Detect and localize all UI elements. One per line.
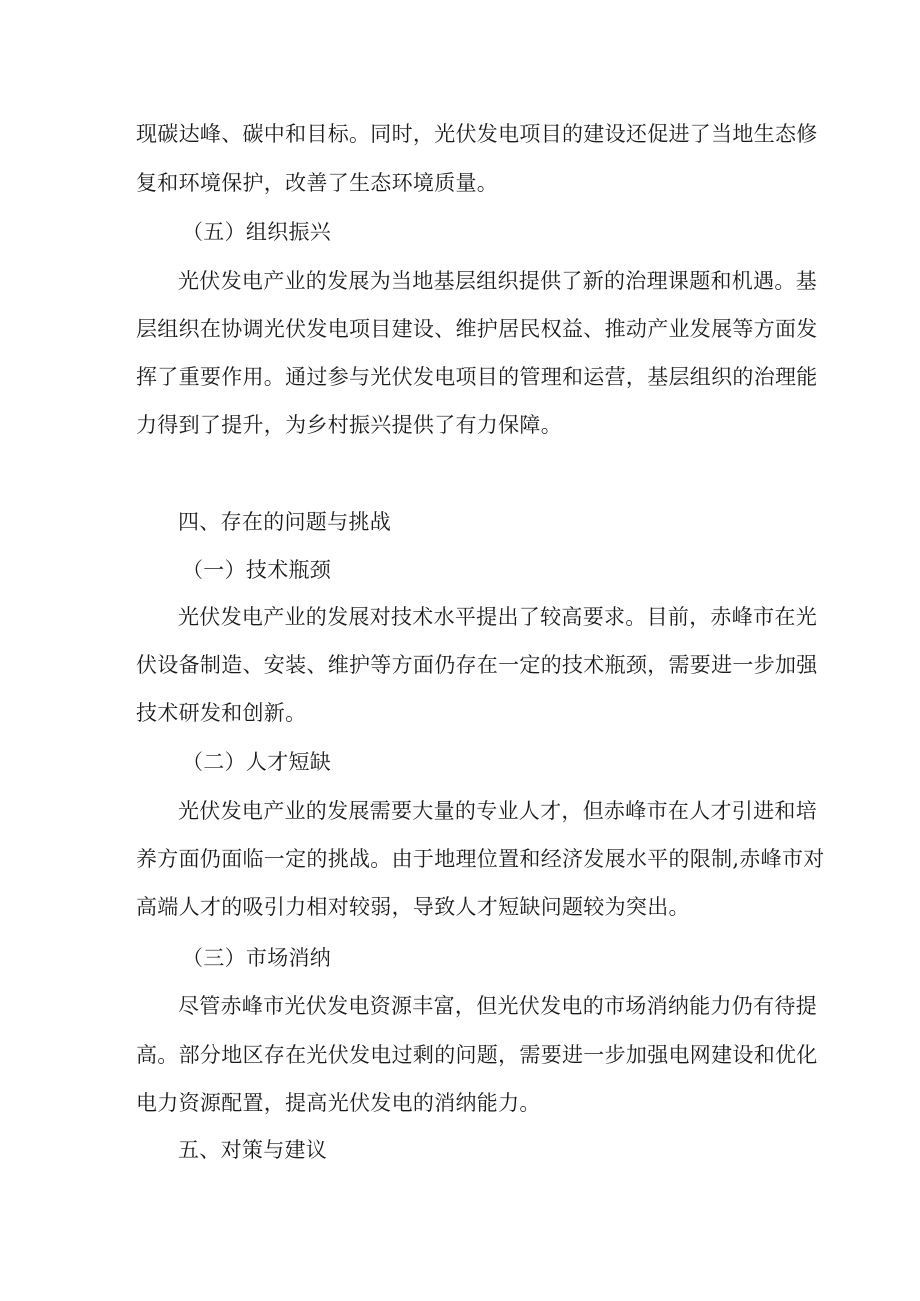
paragraph-line: 电力资源配置，提高光伏发电的消纳能力。 xyxy=(136,1091,541,1115)
paragraph-line: 光伏发电产业的发展为当地基层组织提供了新的治理课题和机遇。基 xyxy=(178,269,817,293)
paragraph-line: 高端人才的吸引力相对较弱，导致人才短缺问题较为突出。 xyxy=(136,895,690,919)
paragraph-line: 复和环境保护，改善了生态环境质量。 xyxy=(136,171,499,195)
paragraph-line: 力得到了提升，为乡村振兴提供了有力保障。 xyxy=(136,413,562,437)
paragraph-line: 技术研发和创新。 xyxy=(136,701,307,725)
paragraph-line: 养方面仍面临一定的挑战。由于地理位置和经济发展水平的限制,赤峰市对 xyxy=(136,847,825,871)
paragraph-line: 伏设备制造、安装、维护等方面仍存在一定的技术瓶颈，需要进一步加强 xyxy=(136,653,818,677)
subsection-heading: （五）组织振兴 xyxy=(182,220,332,244)
paragraph-line: 层组织在协调光伏发电项目建设、维护居民权益、推动产业发展等方面发 xyxy=(136,317,818,341)
paragraph-line: 光伏发电产业的发展需要大量的专业人才，但赤峰市在人才引进和培 xyxy=(178,799,817,823)
paragraph-line: 光伏发电产业的发展对技术水平提出了较高要求。目前，赤峰市在光 xyxy=(178,605,817,629)
paragraph-line: 现碳达峰、碳中和目标。同时，光伏发电项目的建设还促进了当地生态修 xyxy=(136,122,818,146)
paragraph-line: 尽管赤峰市光伏发电资源丰富，但光伏发电的市场消纳能力仍有待提 xyxy=(178,994,817,1018)
subsection-heading: （一）技术瓶颈 xyxy=(182,558,332,582)
section-heading: 五、对策与建议 xyxy=(178,1138,328,1162)
subsection-heading: （二）人才短缺 xyxy=(182,750,332,774)
paragraph-line: 高。部分地区存在光伏发电过剩的问题，需要进一步加强电网建设和优化 xyxy=(136,1043,818,1067)
subsection-heading: （三）市场消纳 xyxy=(182,946,332,970)
section-heading: 四、存在的问题与挑战 xyxy=(178,510,391,534)
paragraph-line: 挥了重要作用。通过参与光伏发电项目的管理和运营，基层组织的治理能 xyxy=(136,365,818,389)
